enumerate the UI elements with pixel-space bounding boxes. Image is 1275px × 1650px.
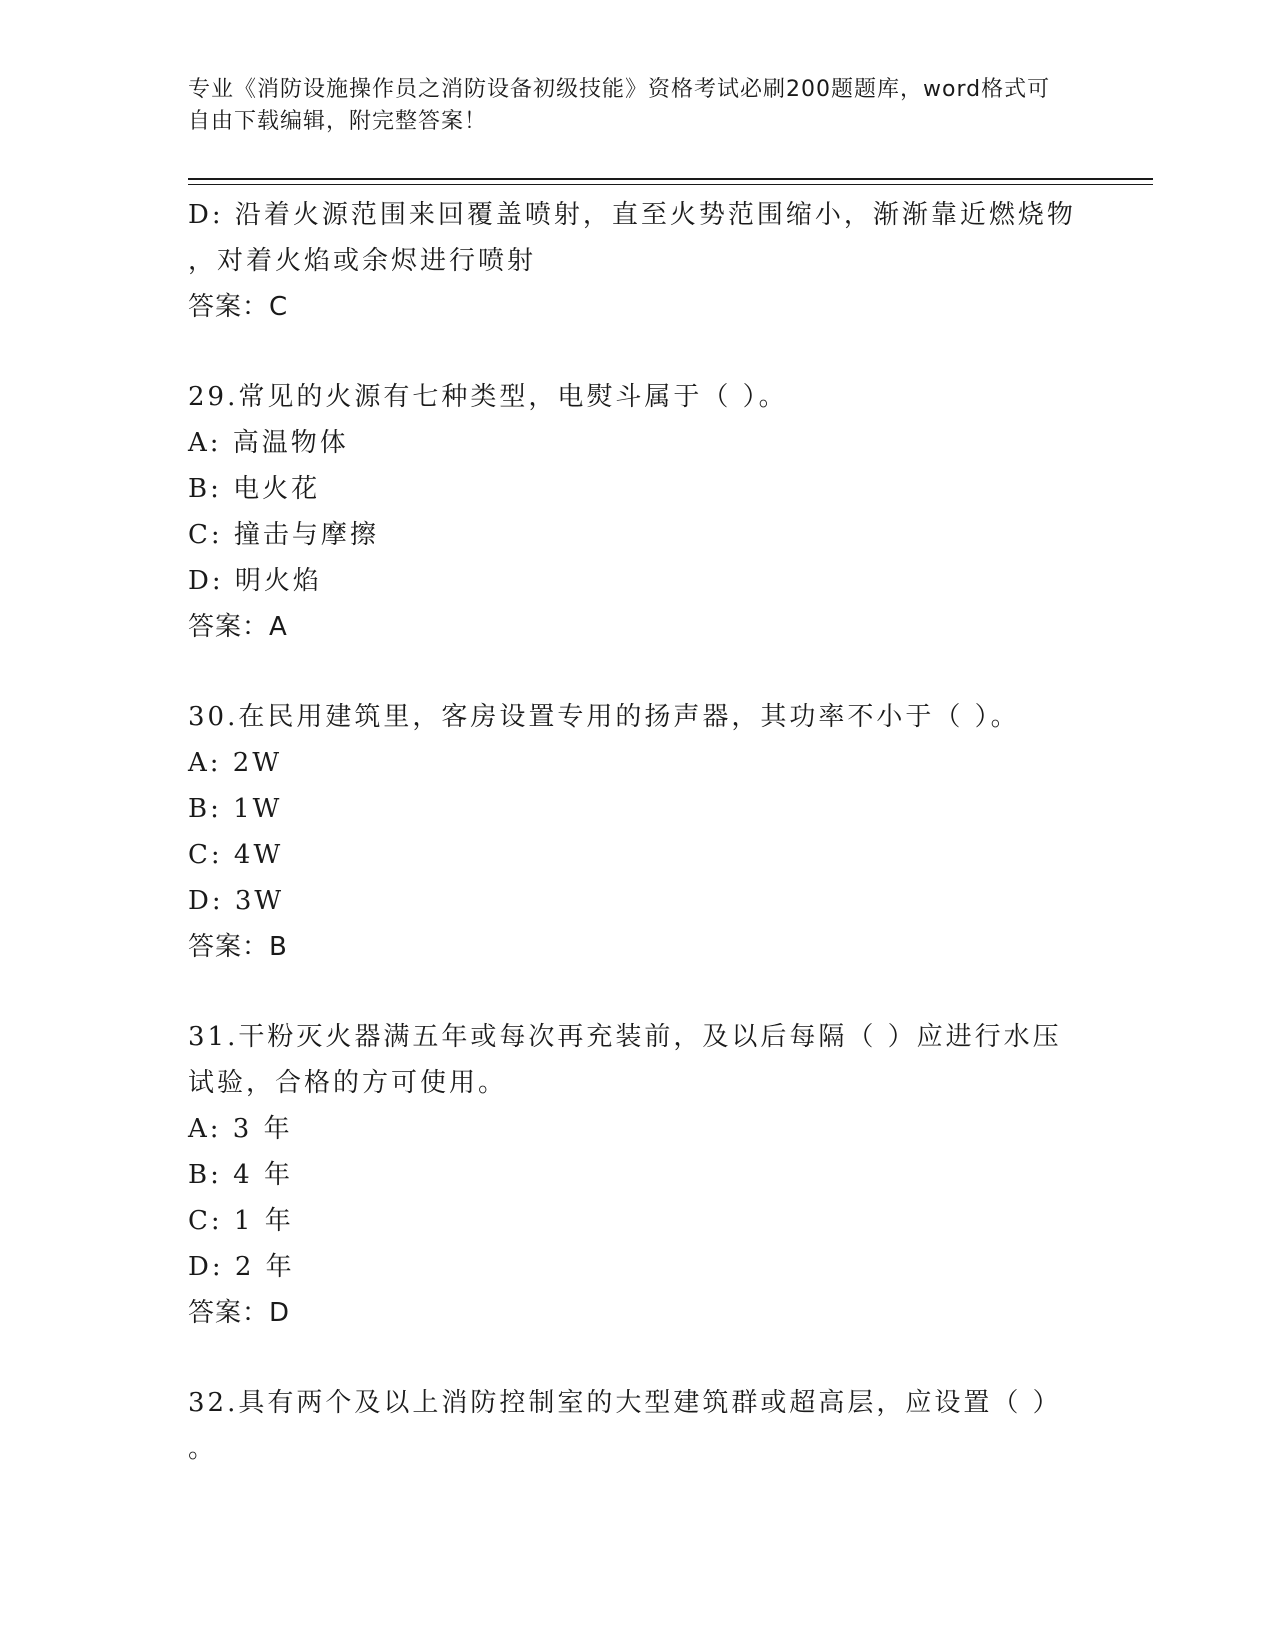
question-stem: 32.具有两个及以上消防控制室的大型建筑群或超高层，应设置（ ） <box>188 1388 1062 1418</box>
option-a: A: 3 年 <box>188 1114 293 1144</box>
header-divider-thin <box>188 184 1153 185</box>
question-content <box>188 192 1083 1472</box>
option-b: B: 电火花 <box>188 474 321 504</box>
question-stem: 31.干粉灭火器满五年或每次再充装前，及以后每隔（ ）应进行水压 <box>188 1022 1062 1052</box>
option-c: C: 1 年 <box>188 1206 294 1236</box>
option-d: D: 明火焰 <box>188 566 322 596</box>
question-30 <box>188 694 1083 970</box>
question-stem-continued: 试验，合格的方可使用。 <box>188 1068 508 1098</box>
option-d-continued: ，对着火焰或余烬进行喷射 <box>188 246 537 276</box>
header-title: 专业《消防设施操作员之消防设备初级技能》资格考试必刷200题题库，word格式可自由下载编辑，附完整答案！ <box>188 77 1051 134</box>
option-d: D: 沿着火源范围来回覆盖喷射，直至火势范围缩小，渐渐靠近燃烧物 <box>188 200 1076 230</box>
option-d: D: 2 年 <box>188 1252 295 1282</box>
question-31 <box>188 1014 1083 1336</box>
option-a: A: 2W <box>188 748 283 778</box>
option-d: D: 3W <box>188 886 285 916</box>
header-divider-thick <box>188 178 1153 180</box>
answer-label: 答案：D <box>188 1298 291 1328</box>
question-29 <box>188 374 1083 650</box>
option-a: A: 高温物体 <box>188 428 349 458</box>
question-stem: 29.常见的火源有七种类型，电熨斗属于（ ）。 <box>188 382 788 412</box>
question-stem: 30.在民用建筑里，客房设置专用的扬声器，其功率不小于（ ）。 <box>188 702 1020 732</box>
question-stem-continued: 。 <box>188 1434 218 1464</box>
question-32 <box>188 1380 1083 1472</box>
option-c: C: 4W <box>188 840 284 870</box>
option-c: C: 撞击与摩擦 <box>188 520 379 550</box>
answer-label: 答案：B <box>188 932 288 962</box>
question-28-continuation <box>188 192 1083 330</box>
option-b: B: 1W <box>188 794 283 824</box>
page-header <box>188 74 1068 138</box>
option-b: B: 4 年 <box>188 1160 293 1190</box>
answer-label: 答案：A <box>188 612 288 642</box>
answer-label: 答案：C <box>188 292 289 322</box>
